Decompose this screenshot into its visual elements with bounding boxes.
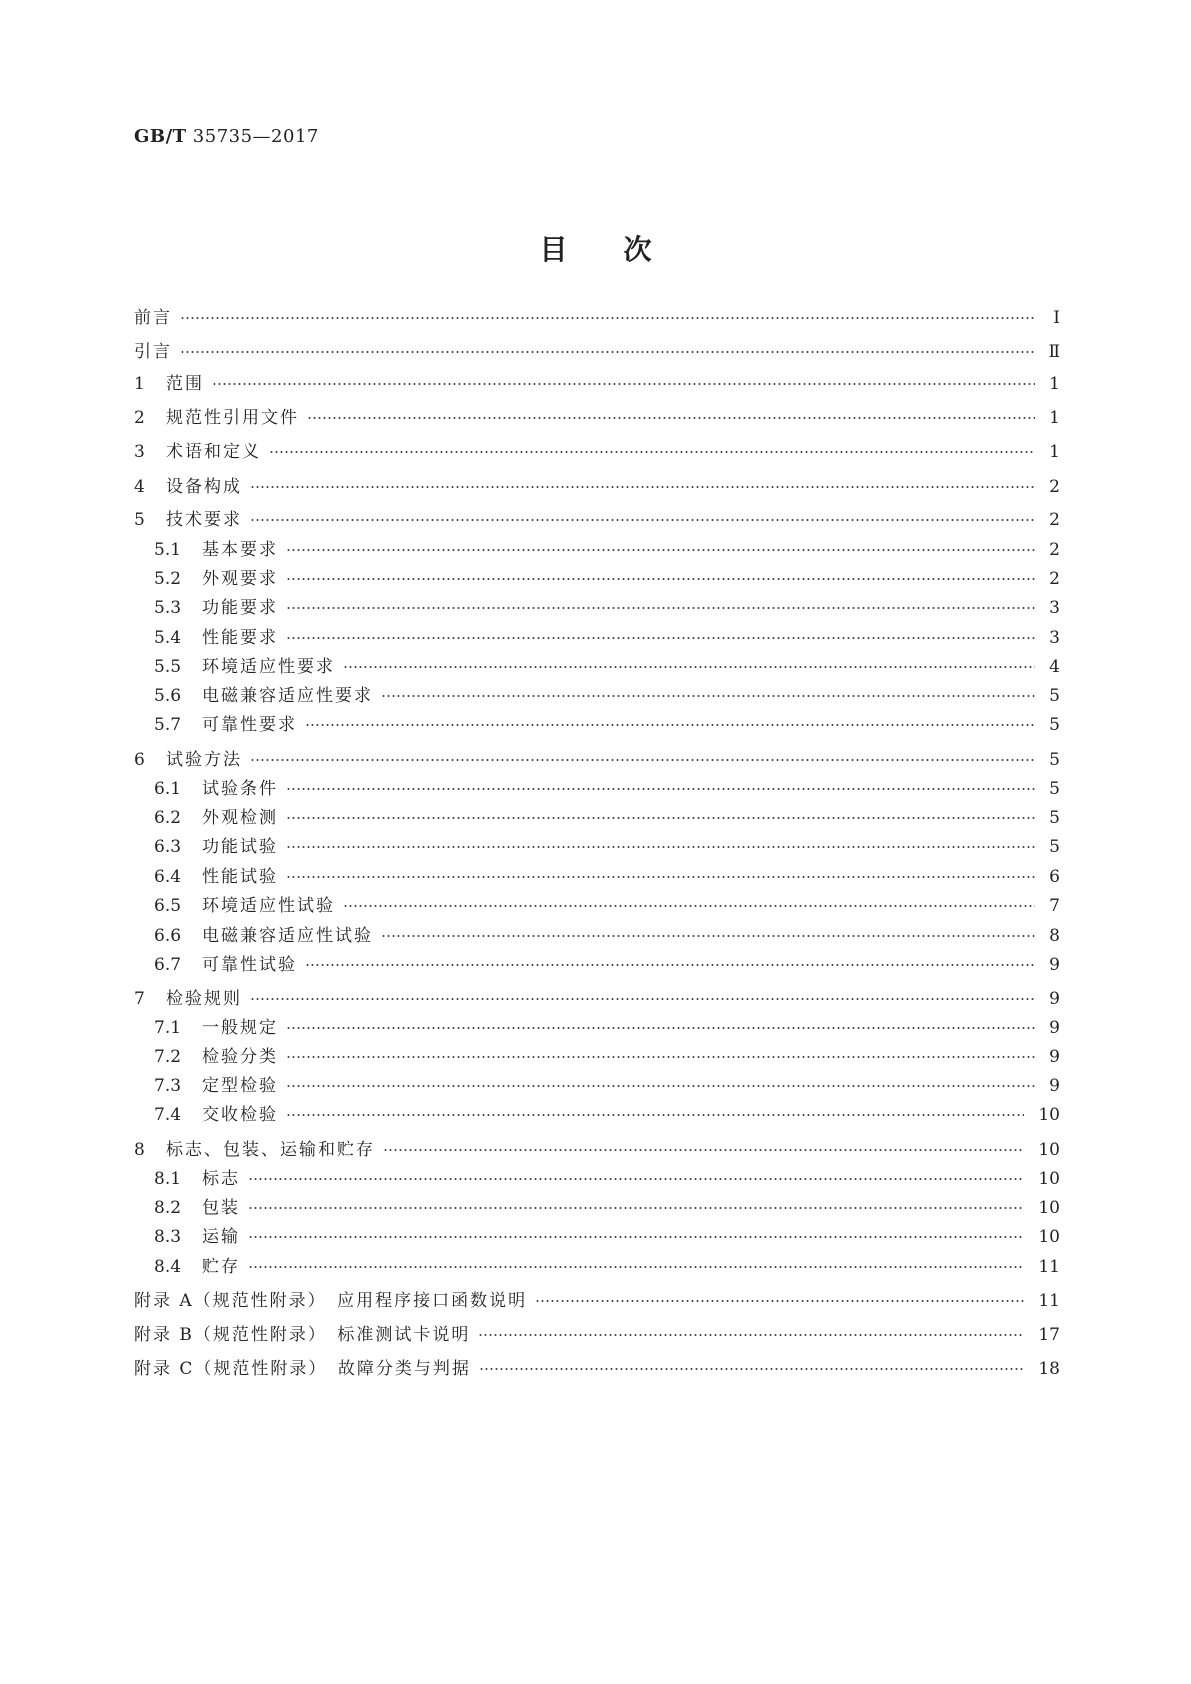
- toc-entry[interactable]: [134, 1320, 1060, 1350]
- toc-entry-page: 11: [1038, 1257, 1060, 1277]
- toc-entry[interactable]: [134, 472, 1060, 502]
- toc-entry-title: 可靠性试验: [202, 955, 297, 975]
- toc-entry-title: 技术要求: [166, 510, 242, 530]
- toc-entry-page: 5: [1049, 837, 1060, 857]
- toc-entry[interactable]: [154, 535, 1060, 565]
- table-of-contents: [134, 0, 1060, 1684]
- toc-entry-title: 标志、包装、运输和贮存: [166, 1140, 375, 1160]
- toc-entry[interactable]: [134, 984, 1060, 1014]
- toc-entry-title: 性能试验: [202, 867, 278, 887]
- toc-entry-page: 9: [1049, 989, 1060, 1009]
- toc-dot-leader: [286, 637, 1035, 639]
- toc-entry-page: 9: [1049, 1076, 1060, 1096]
- toc-entry-number: 5: [134, 510, 145, 530]
- toc-entry-page: Ⅰ: [1053, 308, 1060, 328]
- toc-entry[interactable]: [134, 369, 1060, 399]
- page-title: 目次: [539, 233, 708, 266]
- toc-entry[interactable]: [154, 774, 1060, 804]
- toc-entry-title: 附录 C（规范性附录） 故障分类与判据: [134, 1359, 471, 1379]
- toc-entry-number: 5.5: [154, 657, 182, 677]
- toc-dot-leader: [286, 817, 1035, 819]
- toc-dot-leader: [305, 724, 1035, 726]
- standard-number: 35735—2017: [192, 126, 319, 147]
- toc-entry-page: 5: [1049, 686, 1060, 706]
- toc-dot-leader: [286, 1056, 1035, 1058]
- toc-dot-leader: [286, 578, 1035, 580]
- toc-dot-leader: [286, 1085, 1035, 1087]
- toc-entry-page: 2: [1049, 540, 1060, 560]
- toc-entry[interactable]: [154, 1013, 1060, 1043]
- toc-entry-number: 7.3: [154, 1076, 182, 1096]
- toc-entry[interactable]: [154, 803, 1060, 833]
- toc-entry-page: 10: [1038, 1140, 1060, 1160]
- toc-dot-leader: [383, 1149, 1024, 1151]
- toc-entry[interactable]: [134, 337, 1060, 367]
- toc-entry-title: 电磁兼容适应性试验: [202, 926, 373, 946]
- toc-entry-title: 包装: [202, 1198, 240, 1218]
- toc-dot-leader: [286, 1114, 1024, 1116]
- toc-entry-title: 引言: [134, 342, 172, 362]
- toc-entry-title: 交收检验: [202, 1105, 278, 1125]
- toc-entry-number: 5.1: [154, 540, 182, 560]
- toc-entry-page: 9: [1049, 1047, 1060, 1067]
- toc-dot-leader: [478, 1334, 1024, 1336]
- toc-entry[interactable]: [154, 832, 1060, 862]
- toc-dot-leader: [381, 935, 1035, 937]
- toc-entry-number: 8.2: [154, 1198, 182, 1218]
- toc-entry-title: 一般规定: [202, 1018, 278, 1038]
- toc-entry-page: 3: [1049, 598, 1060, 618]
- toc-entry-page: 5: [1049, 779, 1060, 799]
- toc-entry-page: 10: [1038, 1169, 1060, 1189]
- toc-dot-leader: [286, 876, 1035, 878]
- toc-entry[interactable]: [134, 1135, 1060, 1165]
- toc-entry-title: 环境适应性试验: [202, 896, 335, 916]
- toc-entry-title: 环境适应性要求: [202, 657, 335, 677]
- toc-entry[interactable]: [154, 593, 1060, 623]
- toc-entry-number: 6: [134, 750, 145, 770]
- toc-dot-leader: [286, 1027, 1035, 1029]
- toc-entry-page: 5: [1049, 808, 1060, 828]
- toc-entry-page: 18: [1038, 1359, 1060, 1379]
- toc-dot-leader: [250, 519, 1035, 521]
- toc-entry-number: 6.2: [154, 808, 182, 828]
- toc-dot-leader: [250, 998, 1035, 1000]
- toc-entry-number: 8.4: [154, 1257, 182, 1277]
- toc-entry-title: 运输: [202, 1227, 240, 1247]
- toc-entry-number: 2: [134, 408, 145, 428]
- toc-dot-leader: [180, 317, 1036, 319]
- toc-entry[interactable]: [154, 1071, 1060, 1101]
- toc-entry-title: 贮存: [202, 1257, 240, 1277]
- toc-entry-title: 外观检测: [202, 808, 278, 828]
- toc-entry-number: 6.5: [154, 896, 182, 916]
- toc-entry-page: Ⅱ: [1048, 342, 1060, 362]
- toc-entry-number: 7.1: [154, 1018, 182, 1038]
- toc-entry-number: 3: [134, 442, 145, 462]
- toc-entry[interactable]: [134, 745, 1060, 775]
- toc-dot-leader: [180, 351, 1034, 353]
- toc-entry-number: 6.7: [154, 955, 182, 975]
- toc-entry-page: 9: [1049, 955, 1060, 975]
- toc-entry-page: 8: [1049, 926, 1060, 946]
- toc-dot-leader: [248, 1236, 1024, 1238]
- toc-entry-number: 8.3: [154, 1227, 182, 1247]
- toc-entry[interactable]: [154, 1252, 1060, 1282]
- toc-entry[interactable]: [154, 1164, 1060, 1194]
- toc-entry-number: 1: [134, 374, 145, 394]
- toc-entry[interactable]: [154, 652, 1060, 682]
- toc-entry[interactable]: [134, 1286, 1060, 1316]
- toc-entry[interactable]: [154, 564, 1060, 594]
- toc-entry-page: 1: [1049, 374, 1060, 394]
- toc-dot-leader: [248, 1266, 1024, 1268]
- toc-entry-page: 4: [1049, 657, 1060, 677]
- toc-entry-page: 9: [1049, 1018, 1060, 1038]
- toc-entry-page: 10: [1038, 1105, 1060, 1125]
- toc-entry[interactable]: [154, 1042, 1060, 1072]
- toc-entry-title: 试验方法: [166, 750, 242, 770]
- toc-entry-page: 2: [1049, 510, 1060, 530]
- toc-entry-title: 术语和定义: [166, 442, 261, 462]
- toc-entry-title: 范围: [166, 374, 204, 394]
- toc-entry-number: 8: [134, 1140, 145, 1160]
- toc-entry-title: 试验条件: [202, 779, 278, 799]
- toc-entry-number: 6.4: [154, 867, 182, 887]
- toc-dot-leader: [269, 451, 1035, 453]
- toc-entry-title: 检验分类: [202, 1047, 278, 1067]
- standard-prefix: GB/T: [134, 126, 187, 147]
- toc-entry[interactable]: [154, 1100, 1060, 1130]
- toc-entry-number: 7: [134, 989, 145, 1009]
- toc-entry-number: 6.3: [154, 837, 182, 857]
- toc-entry-number: 4: [134, 477, 145, 497]
- toc-entry-number: 5.3: [154, 598, 182, 618]
- toc-entry[interactable]: [154, 710, 1060, 740]
- toc-entry[interactable]: [154, 862, 1060, 892]
- toc-entry-title: 附录 B（规范性附录） 标准测试卡说明: [134, 1325, 471, 1345]
- toc-entry-title: 前言: [134, 308, 172, 328]
- toc-entry-title: 检验规则: [166, 989, 242, 1009]
- toc-entry-page: 5: [1049, 715, 1060, 735]
- toc-entry-number: 7.4: [154, 1105, 182, 1125]
- toc-entry-page: 1: [1049, 442, 1060, 462]
- toc-entry-title: 设备构成: [166, 477, 242, 497]
- toc-entry[interactable]: [154, 921, 1060, 951]
- toc-entry[interactable]: [154, 891, 1060, 921]
- toc-entry[interactable]: [134, 437, 1060, 467]
- toc-entry[interactable]: [154, 1193, 1060, 1223]
- toc-entry[interactable]: [134, 303, 1060, 333]
- toc-entry-number: 5.7: [154, 715, 182, 735]
- toc-dot-leader: [250, 486, 1035, 488]
- toc-dot-leader: [212, 383, 1035, 385]
- toc-dot-leader: [305, 964, 1035, 966]
- toc-dot-leader: [250, 759, 1035, 761]
- toc-dot-leader: [248, 1178, 1024, 1180]
- toc-entry[interactable]: [134, 403, 1060, 433]
- toc-entry-title: 外观要求: [202, 569, 278, 589]
- toc-entry-page: 6: [1049, 867, 1060, 887]
- toc-entry-number: 5.6: [154, 686, 182, 706]
- toc-entry[interactable]: [154, 950, 1060, 980]
- toc-entry-page: 17: [1038, 1325, 1060, 1345]
- toc-entry-title: 附录 A（规范性附录） 应用程序接口函数说明: [134, 1291, 528, 1311]
- toc-entry-title: 功能试验: [202, 837, 278, 857]
- toc-dot-leader: [286, 788, 1035, 790]
- toc-entry-title: 标志: [202, 1169, 240, 1189]
- toc-entry-page: 5: [1049, 750, 1060, 770]
- toc-entry-number: 5.2: [154, 569, 182, 589]
- toc-dot-leader: [286, 549, 1035, 551]
- toc-entry-title: 基本要求: [202, 540, 278, 560]
- toc-entry-title: 定型检验: [202, 1076, 278, 1096]
- toc-entry[interactable]: [154, 1222, 1060, 1252]
- toc-dot-leader: [381, 695, 1035, 697]
- toc-dot-leader: [479, 1368, 1024, 1370]
- toc-entry-title: 性能要求: [202, 628, 278, 648]
- toc-dot-leader: [248, 1207, 1024, 1209]
- toc-dot-leader: [286, 846, 1035, 848]
- toc-dot-leader: [286, 607, 1035, 609]
- toc-entry-number: 5.4: [154, 628, 182, 648]
- toc-entry-page: 7: [1049, 896, 1060, 916]
- toc-entry[interactable]: [134, 505, 1060, 535]
- toc-dot-leader: [535, 1300, 1024, 1302]
- toc-entry-title: 功能要求: [202, 598, 278, 618]
- toc-dot-leader: [343, 905, 1035, 907]
- toc-dot-leader: [343, 666, 1035, 668]
- toc-dot-leader: [307, 417, 1035, 419]
- toc-entry-title: 电磁兼容适应性要求: [202, 686, 373, 706]
- toc-entry-number: 6.6: [154, 926, 182, 946]
- toc-entry[interactable]: [154, 623, 1060, 653]
- toc-entry-number: 8.1: [154, 1169, 182, 1189]
- toc-entry-page: 3: [1049, 628, 1060, 648]
- toc-entry-title: 可靠性要求: [202, 715, 297, 735]
- toc-entry-number: 7.2: [154, 1047, 182, 1067]
- toc-entry-page: 10: [1038, 1227, 1060, 1247]
- toc-entry-page: 2: [1049, 569, 1060, 589]
- toc-entry-page: 1: [1049, 408, 1060, 428]
- toc-entry-page: 10: [1038, 1198, 1060, 1218]
- toc-entry-title: 规范性引用文件: [166, 408, 299, 428]
- toc-entry-page: 2: [1049, 477, 1060, 497]
- toc-entry-page: 11: [1038, 1291, 1060, 1311]
- toc-entry-number: 6.1: [154, 779, 182, 799]
- toc-entry[interactable]: [154, 681, 1060, 711]
- toc-entry[interactable]: [134, 1354, 1060, 1384]
